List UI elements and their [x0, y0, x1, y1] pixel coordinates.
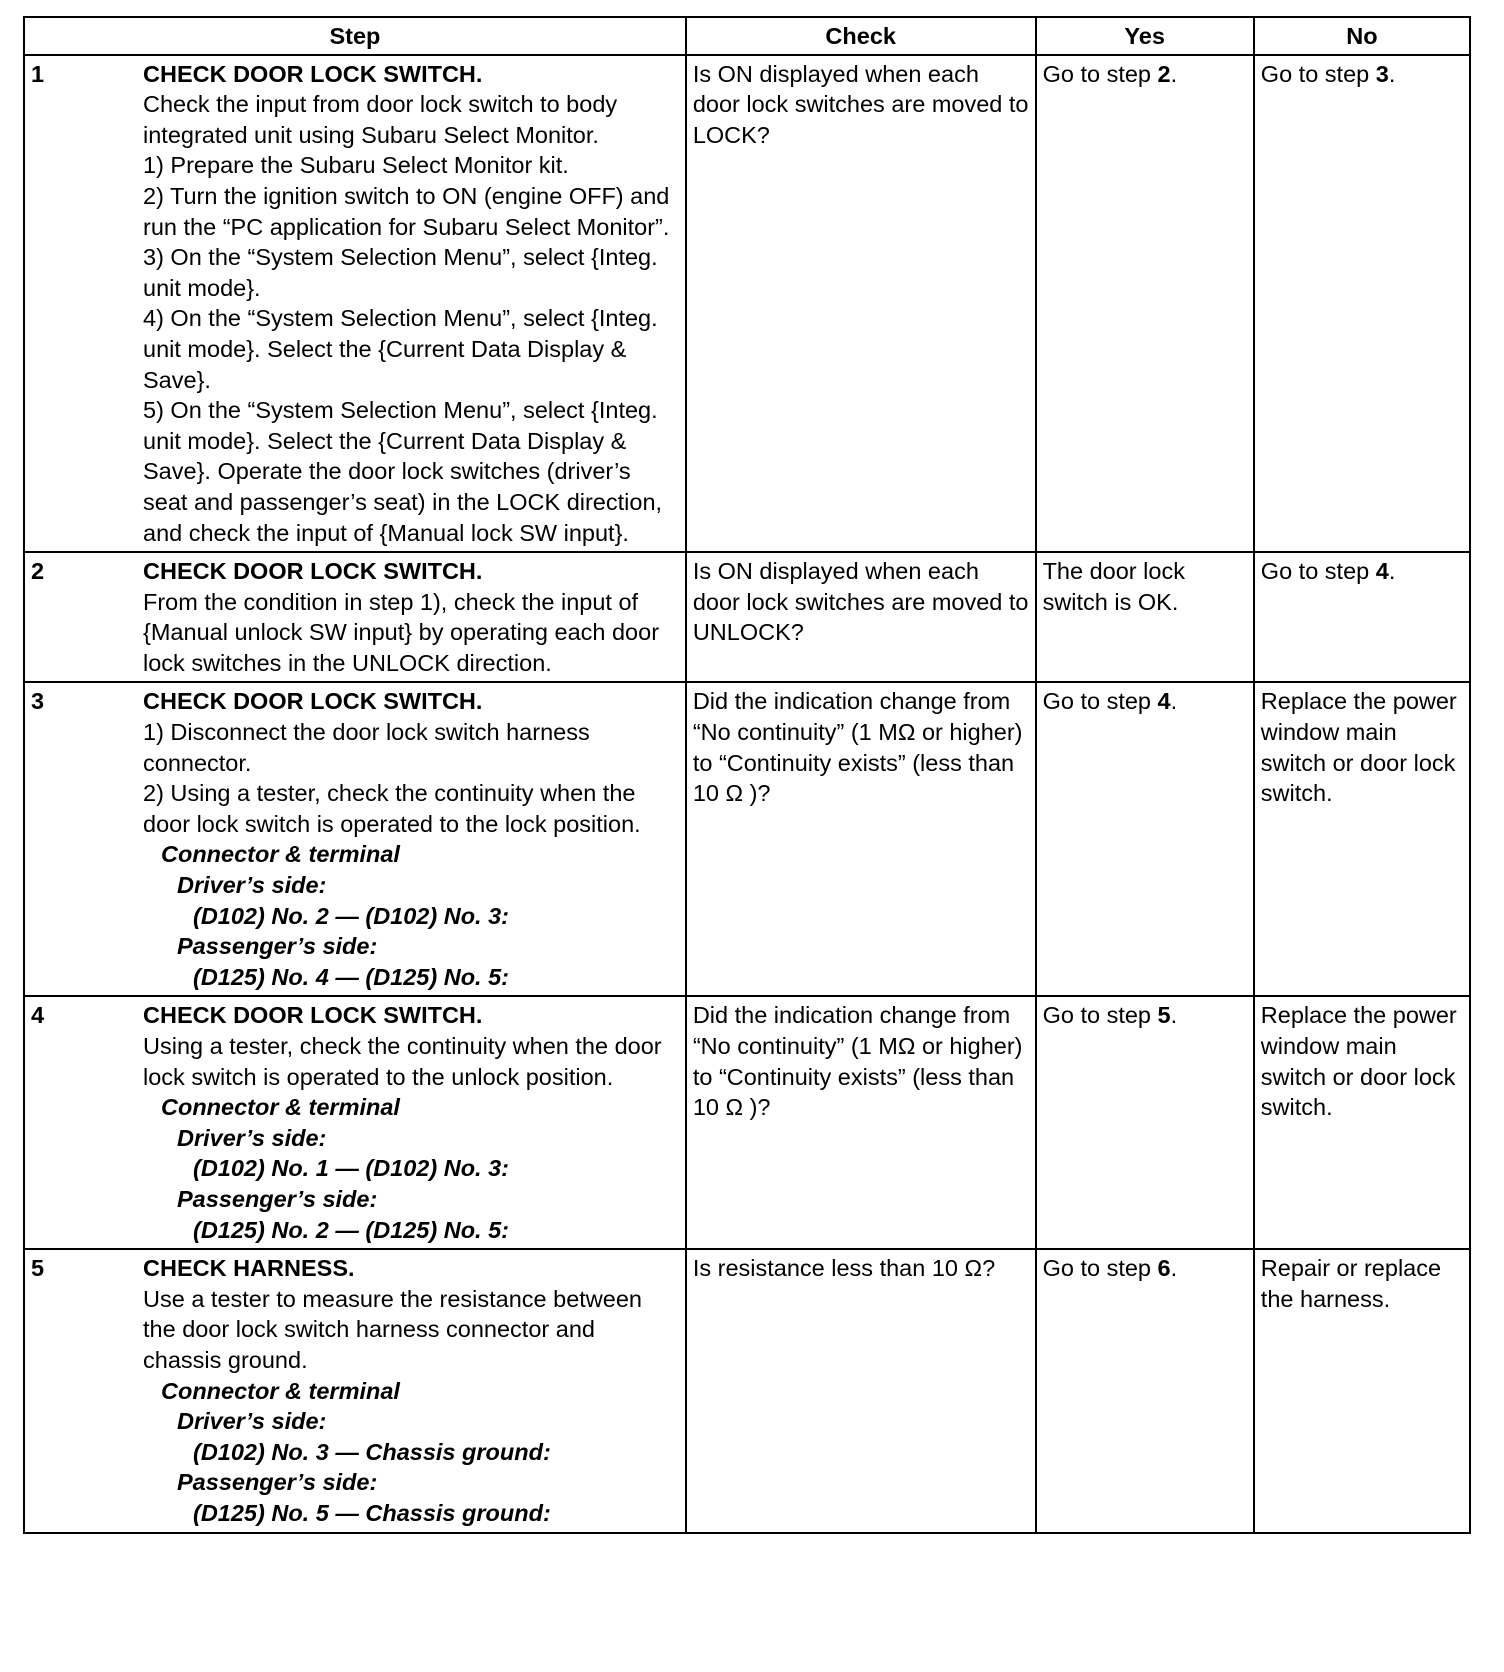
no-suffix: . [1388, 60, 1396, 87]
yes-prefix: Go to step [1042, 688, 1158, 715]
no-suffix: . [1388, 558, 1396, 585]
yes-step-ref: 4 [1157, 688, 1171, 715]
passenger-terminal: (D125) No. 4 — (D125) No. 5: [193, 963, 510, 990]
passenger-side-label: Passenger’s side: [177, 933, 378, 960]
yes-cell [1036, 55, 1254, 553]
header-check: Check [686, 17, 1036, 55]
passenger-side-label: Passenger’s side: [177, 1469, 378, 1496]
driver-terminal: (D102) No. 3 — Chassis ground: [193, 1438, 551, 1465]
driver-side-label: Driver’s side: [177, 1408, 327, 1435]
yes-prefix: Go to step [1042, 1002, 1158, 1029]
yes-suffix: . [1170, 1255, 1178, 1282]
check-cell: Did the indication change from “No continuity” (1 MΩ or higher) to “Continuity exists” (less than 10 Ω )? [686, 996, 1036, 1249]
no-cell [1254, 55, 1470, 553]
table-header-row [24, 17, 1470, 55]
header-yes: Yes [1036, 17, 1254, 55]
yes-step-ref: 6 [1157, 1255, 1171, 1282]
check-cell: Did the indication change from “No continuity” (1 MΩ or higher) to “Continuity exists” (less than 10 Ω )? [686, 682, 1036, 996]
step-line: 3) On the “System Selection Menu”, select {Integ. unit mode}. [143, 244, 658, 301]
connector-terminal-label: Connector & terminal [161, 1377, 400, 1404]
step-title: CHECK HARNESS. [143, 1255, 355, 1282]
step-line: Check the input from door lock switch to body integrated unit using Subaru Select Monitor. [143, 91, 618, 148]
step-title: CHECK DOOR LOCK SWITCH. [143, 1002, 483, 1029]
table-row [24, 1249, 1470, 1532]
connector-terminal-label: Connector & terminal [161, 1094, 400, 1121]
step-number: 5 [31, 1255, 45, 1282]
yes-suffix: . [1170, 688, 1178, 715]
step-line: 1) Prepare the Subaru Select Monitor kit. [143, 152, 569, 179]
diagnostic-table [23, 16, 1471, 1534]
table-row [24, 682, 1470, 996]
no-cell [1254, 552, 1470, 682]
no-step-ref: 3 [1375, 60, 1389, 87]
passenger-side-label: Passenger’s side: [177, 1185, 378, 1212]
passenger-terminal: (D125) No. 2 — (D125) No. 5: [193, 1216, 510, 1243]
step-number: 4 [31, 1002, 45, 1029]
driver-side-label: Driver’s side: [177, 872, 327, 899]
yes-prefix: Go to step [1042, 60, 1158, 87]
yes-cell [1036, 996, 1254, 1249]
step-cell [24, 1249, 686, 1532]
step-line: From the condition in step 1), check the input of {Manual unlock SW input} by operating each door lock switches in the UNLOCK direction. [143, 588, 660, 676]
table-row [24, 996, 1470, 1249]
yes-suffix: . [1170, 60, 1178, 87]
passenger-terminal: (D125) No. 5 — Chassis ground: [193, 1499, 551, 1526]
step-title: CHECK DOOR LOCK SWITCH. [143, 60, 483, 87]
yes-step-ref: 2 [1157, 60, 1171, 87]
no-prefix: Go to step [1260, 558, 1376, 585]
check-cell: Is ON displayed when each door lock switches are moved to UNLOCK? [686, 552, 1036, 682]
yes-cell [1036, 682, 1254, 996]
yes-cell [1036, 1249, 1254, 1532]
step-line: Using a tester, check the continuity when the door lock switch is operated to the unlock position. [143, 1033, 662, 1090]
step-line: 4) On the “System Selection Menu”, select {Integ. unit mode}. Select the {Current Data Display & Save}. [143, 305, 658, 393]
step-line: Use a tester to measure the resistance between the door lock switch harness connector and chassis ground. [143, 1285, 642, 1373]
driver-side-label: Driver’s side: [177, 1124, 327, 1151]
check-cell: Is resistance less than 10 Ω? [686, 1249, 1036, 1532]
connector-terminal-label: Connector & terminal [161, 841, 400, 868]
step-cell [24, 55, 686, 553]
step-line: 2) Using a tester, check the continuity when the door lock switch is operated to the lock position. [143, 780, 641, 837]
no-cell: Repair or replace the harness. [1254, 1249, 1470, 1532]
header-no: No [1254, 17, 1470, 55]
step-title: CHECK DOOR LOCK SWITCH. [143, 688, 483, 715]
step-line: 2) Turn the ignition switch to ON (engine OFF) and run the “PC application for Subaru Select Monitor”. [143, 182, 670, 240]
no-cell: Replace the power window main switch or door lock switch. [1254, 682, 1470, 996]
driver-terminal: (D102) No. 1 — (D102) No. 3: [193, 1155, 510, 1182]
table-row [24, 55, 1470, 553]
yes-suffix: . [1170, 1002, 1178, 1029]
yes-cell: The door lock switch is OK. [1036, 552, 1254, 682]
step-line: 1) Disconnect the door lock switch harness connector. [143, 719, 590, 776]
step-number: 1 [31, 60, 45, 87]
no-step-ref: 4 [1375, 558, 1389, 585]
header-step: Step [24, 17, 686, 55]
step-cell [24, 996, 686, 1249]
yes-prefix: Go to step [1042, 1255, 1158, 1282]
check-cell: Is ON displayed when each door lock switches are moved to LOCK? [686, 55, 1036, 553]
step-number: 3 [31, 688, 45, 715]
step-title: CHECK DOOR LOCK SWITCH. [143, 558, 483, 585]
table-row [24, 552, 1470, 682]
driver-terminal: (D102) No. 2 — (D102) No. 3: [193, 902, 510, 929]
step-line: 5) On the “System Selection Menu”, select {Integ. unit mode}. Select the {Current Data Display & Save}. Operate the door lock switches (driver’s seat and passenger’s seat) in the LOCK direction, and check the input of {Manual lock SW input}. [143, 397, 663, 546]
yes-step-ref: 5 [1157, 1002, 1171, 1029]
step-cell [24, 552, 686, 682]
step-number: 2 [31, 558, 45, 585]
no-prefix: Go to step [1260, 60, 1376, 87]
step-cell [24, 682, 686, 996]
no-cell: Replace the power window main switch or door lock switch. [1254, 996, 1470, 1249]
